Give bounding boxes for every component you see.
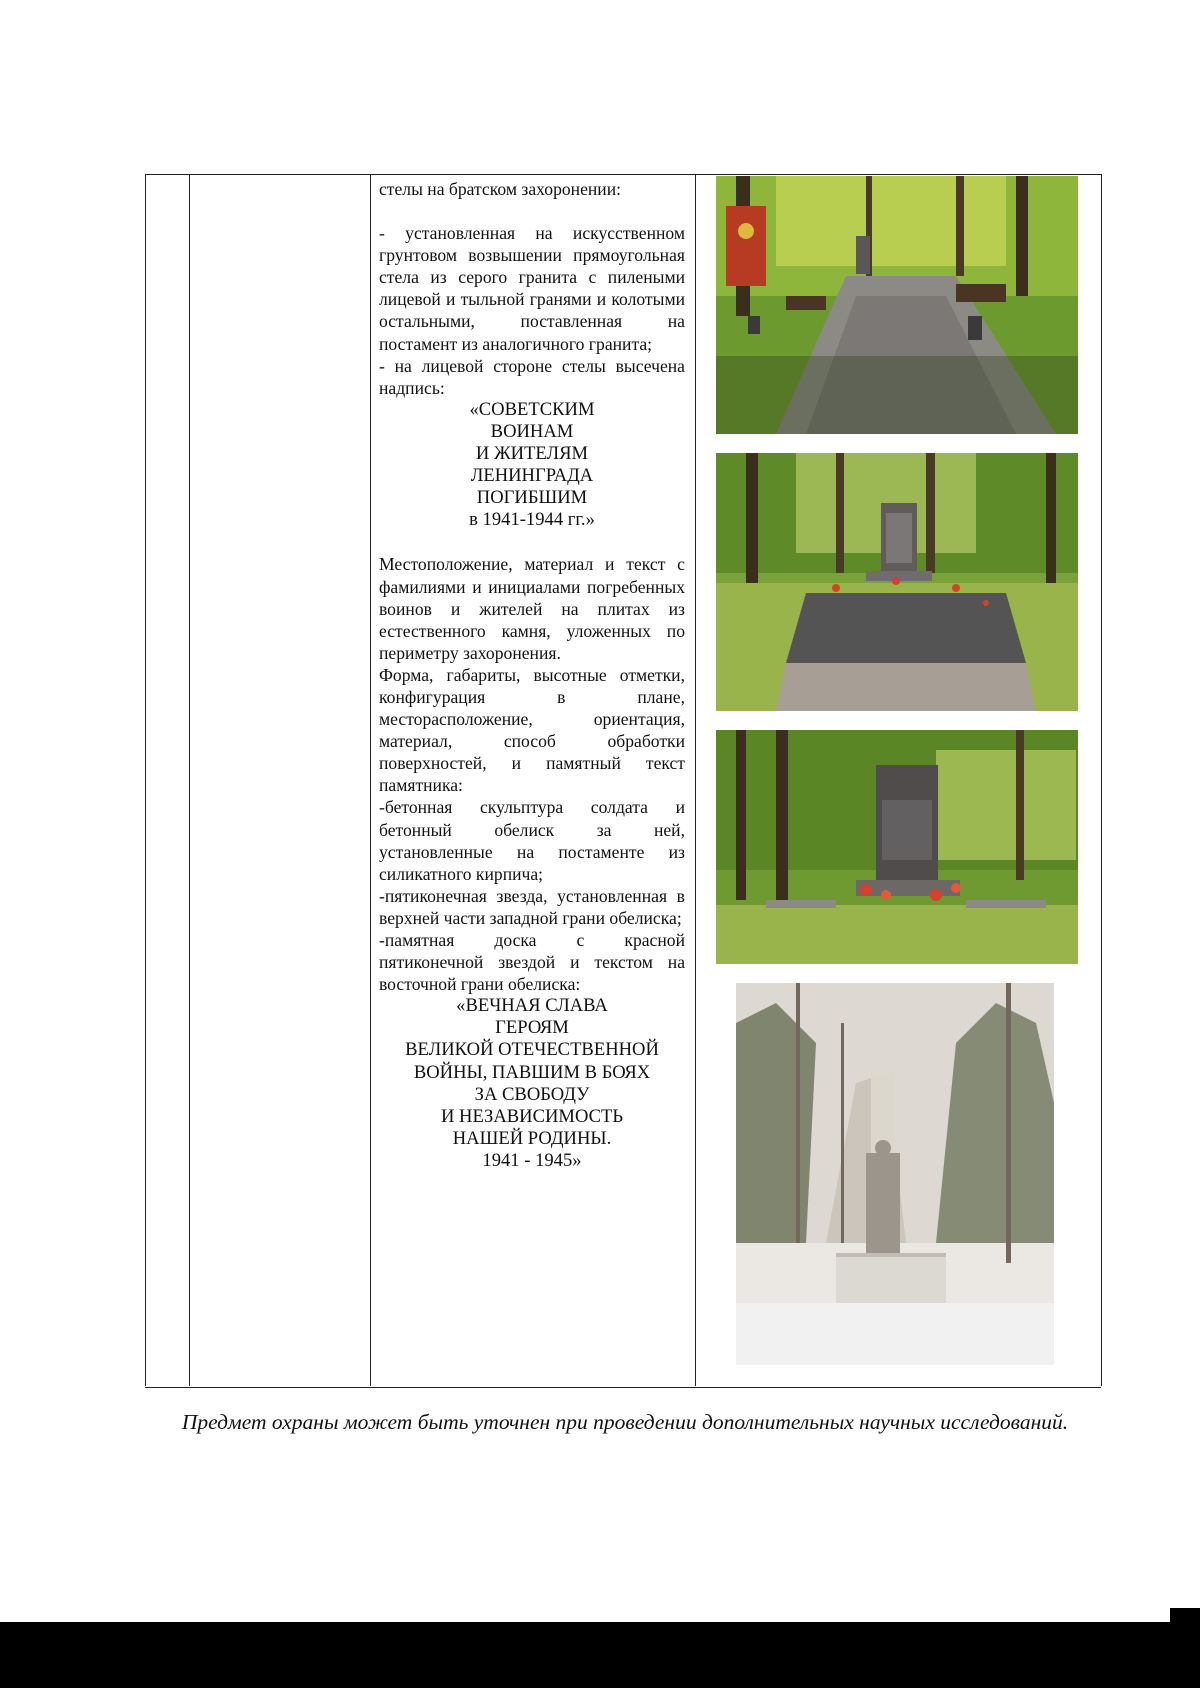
- inscription-2-line: ВЕЛИКОЙ ОТЕЧЕСТВЕННОЙ: [405, 1039, 659, 1061]
- inscription-2-line: И НЕЗАВИСИМОСТЬ: [440, 1105, 624, 1127]
- scan-border-bottom: [0, 1622, 1200, 1688]
- paragraph-stela-description: - установленная на искусственном грунтовом возвышении прямоугольная стела из серого гранита с пилеными лицевой и тыльной гранями и колотыми остальными, поставленная на постамент из аналогичного гранита;: [379, 223, 685, 354]
- inscription-1-line: в 1941-1944 гг.»: [469, 509, 595, 531]
- inscription-2-line: ЗА СВОБОДУ: [474, 1083, 590, 1105]
- paragraph-sculpture: -бетонная скульптура солдата и бетонный обелиск за ней, установленные на постаменте из силикатного кирпича;: [379, 797, 685, 884]
- paragraph-inscription-intro: - на лицевой стороне стелы высечена надпись:: [379, 355, 685, 398]
- inscription-1-line: ЛЕНИНГРАДА: [470, 465, 594, 487]
- paragraph-burial-plates: Местоположение, материал и текст с фамилиями и инициалами погребенных воинов и жителей на плитах из естественного камня, уложенных по периметру захоронения.: [379, 554, 685, 663]
- inscription-2: [379, 995, 685, 1172]
- photo-stela-closeup: [716, 730, 1078, 964]
- photo-memorial-path: [716, 176, 1078, 434]
- paragraph-star: -пятиконечная звезда, установленная в верхней части западной грани обелиска;: [379, 885, 685, 928]
- table-divider-1: [189, 174, 190, 1386]
- table-divider-2: [370, 174, 371, 1386]
- intro-text: стелы на братском захоронении:: [379, 179, 622, 199]
- inscription-1-line: «СОВЕТСКИМ: [469, 398, 595, 420]
- photo-soldier-statue-winter: [736, 983, 1054, 1365]
- table-divider-3: [695, 174, 696, 1386]
- inscription-1-line: И ЖИТЕЛЯМ: [475, 443, 589, 465]
- paragraph-monument-features: Форма, габариты, высотные отметки, конфигурация в плане, месторасположение, ориентация, материал, способ обработки поверхностей, и памятный текст памятника:: [379, 664, 685, 796]
- description-column: [379, 178, 685, 1172]
- inscription-1: [379, 399, 685, 532]
- inscription-1-line: ВОИНАМ: [490, 420, 574, 442]
- inscription-2-line: «ВЕЧНАЯ СЛАВА: [456, 995, 608, 1017]
- paragraph-memorial-plaque: -памятная доска с красной пятиконечной звездой и текстом на восточной грани обелиска:: [379, 930, 685, 995]
- footnote: Предмет охраны может быть уточнен при проведении дополнительных научных исследований.: [181, 1410, 1069, 1434]
- inscription-2-line: ВОЙНЫ, ПАВШИМ В БОЯХ: [413, 1061, 651, 1083]
- table-border-left: [145, 174, 146, 1386]
- photo-stela-with-plates: [716, 453, 1078, 711]
- inscription-1-line: ПОГИБШИМ: [476, 487, 588, 509]
- table-border-right: [1101, 174, 1102, 1386]
- inscription-2-line: НАШЕЙ РОДИНЫ.: [452, 1127, 612, 1149]
- inscription-2-line: 1941 - 1945»: [482, 1149, 582, 1171]
- inscription-2-line: ГЕРОЯМ: [495, 1017, 569, 1039]
- scan-border-right: [1170, 1608, 1200, 1688]
